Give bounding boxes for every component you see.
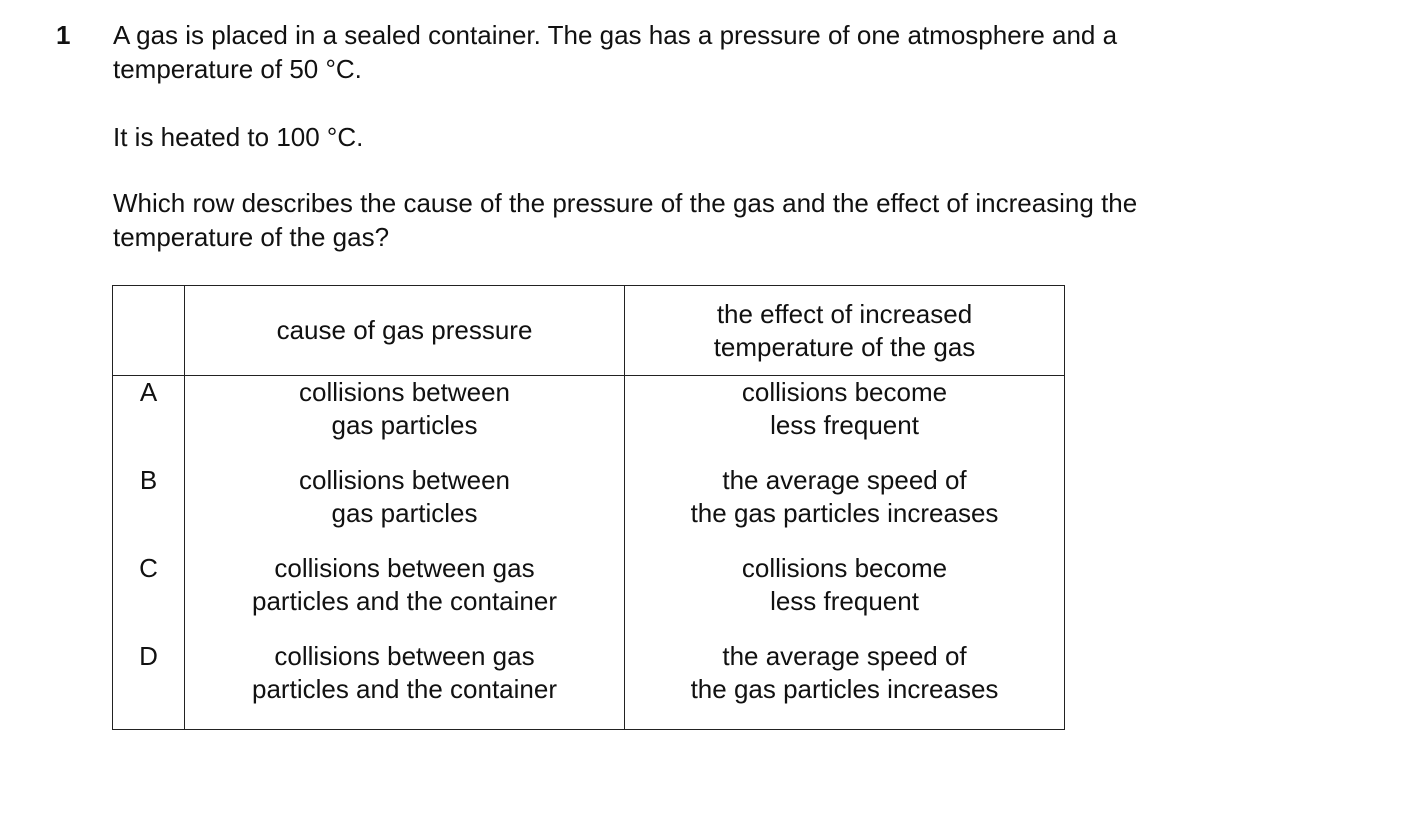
option-cause-line-1: collisions between gas: [274, 552, 535, 583]
option-letter: D: [113, 640, 185, 730]
question-prompt-line-1: Which row describes the cause of the pressure of the gas and the effect of increasing the: [113, 188, 1138, 218]
question-intro-line-1: A gas is placed in a sealed container. The gas has a pressure of one atmosphere and a: [113, 20, 1118, 50]
header-effect-line-1: the effect of increased: [716, 298, 973, 329]
option-cause: [185, 552, 625, 640]
question-prompt: [113, 186, 1347, 254]
option-cause-line-1: collisions between: [298, 464, 510, 495]
option-letter: A: [113, 376, 185, 464]
option-cause-line-2: gas particles: [331, 410, 478, 440]
header-letter: [113, 286, 185, 376]
option-effect-line-1: the average speed of: [722, 464, 967, 495]
option-effect-line-2: the gas particles increases: [690, 673, 999, 704]
option-cause: [185, 464, 625, 552]
option-effect-line-2: less frequent: [770, 410, 919, 440]
option-cause-line-1: collisions between: [298, 377, 510, 407]
option-row-a[interactable]: [113, 376, 1065, 464]
option-effect: [625, 640, 1065, 730]
header-effect: [625, 286, 1065, 376]
option-row-c[interactable]: [113, 552, 1065, 640]
option-effect-line-1: the average speed of: [722, 640, 967, 671]
option-effect: [625, 552, 1065, 640]
option-cause-line-2: particles and the container: [252, 673, 557, 704]
option-effect-line-2: less frequent: [770, 585, 919, 616]
header-effect-line-2: temperature of the gas: [713, 331, 976, 362]
header-cause: [185, 286, 625, 376]
answer-options-table: [112, 285, 1065, 730]
option-letter: C: [113, 552, 185, 640]
option-effect: [625, 376, 1065, 464]
question-intro: [113, 18, 1347, 86]
question-number: 1: [56, 20, 71, 50]
option-effect: [625, 464, 1065, 552]
option-cause: [185, 640, 625, 730]
question-intro-line-2: temperature of 50 °C.: [113, 54, 362, 84]
option-cause-line-2: particles and the container: [252, 585, 557, 616]
option-effect-line-1: collisions become: [741, 552, 948, 583]
table-header-row: [113, 286, 1065, 376]
option-effect-line-1: collisions become: [741, 377, 948, 407]
option-cause: [185, 376, 625, 464]
option-row-b[interactable]: [113, 464, 1065, 552]
question-prompt-line-2: temperature of the gas?: [113, 222, 390, 252]
option-letter: B: [113, 464, 185, 552]
header-cause-line-1: cause of gas pressure: [276, 315, 533, 345]
option-cause-line-2: gas particles: [331, 497, 478, 528]
option-row-d[interactable]: [113, 640, 1065, 730]
option-cause-line-1: collisions between gas: [274, 640, 535, 671]
question-heated: It is heated to 100 °C.: [113, 122, 364, 152]
option-effect-line-2: the gas particles increases: [690, 497, 999, 528]
